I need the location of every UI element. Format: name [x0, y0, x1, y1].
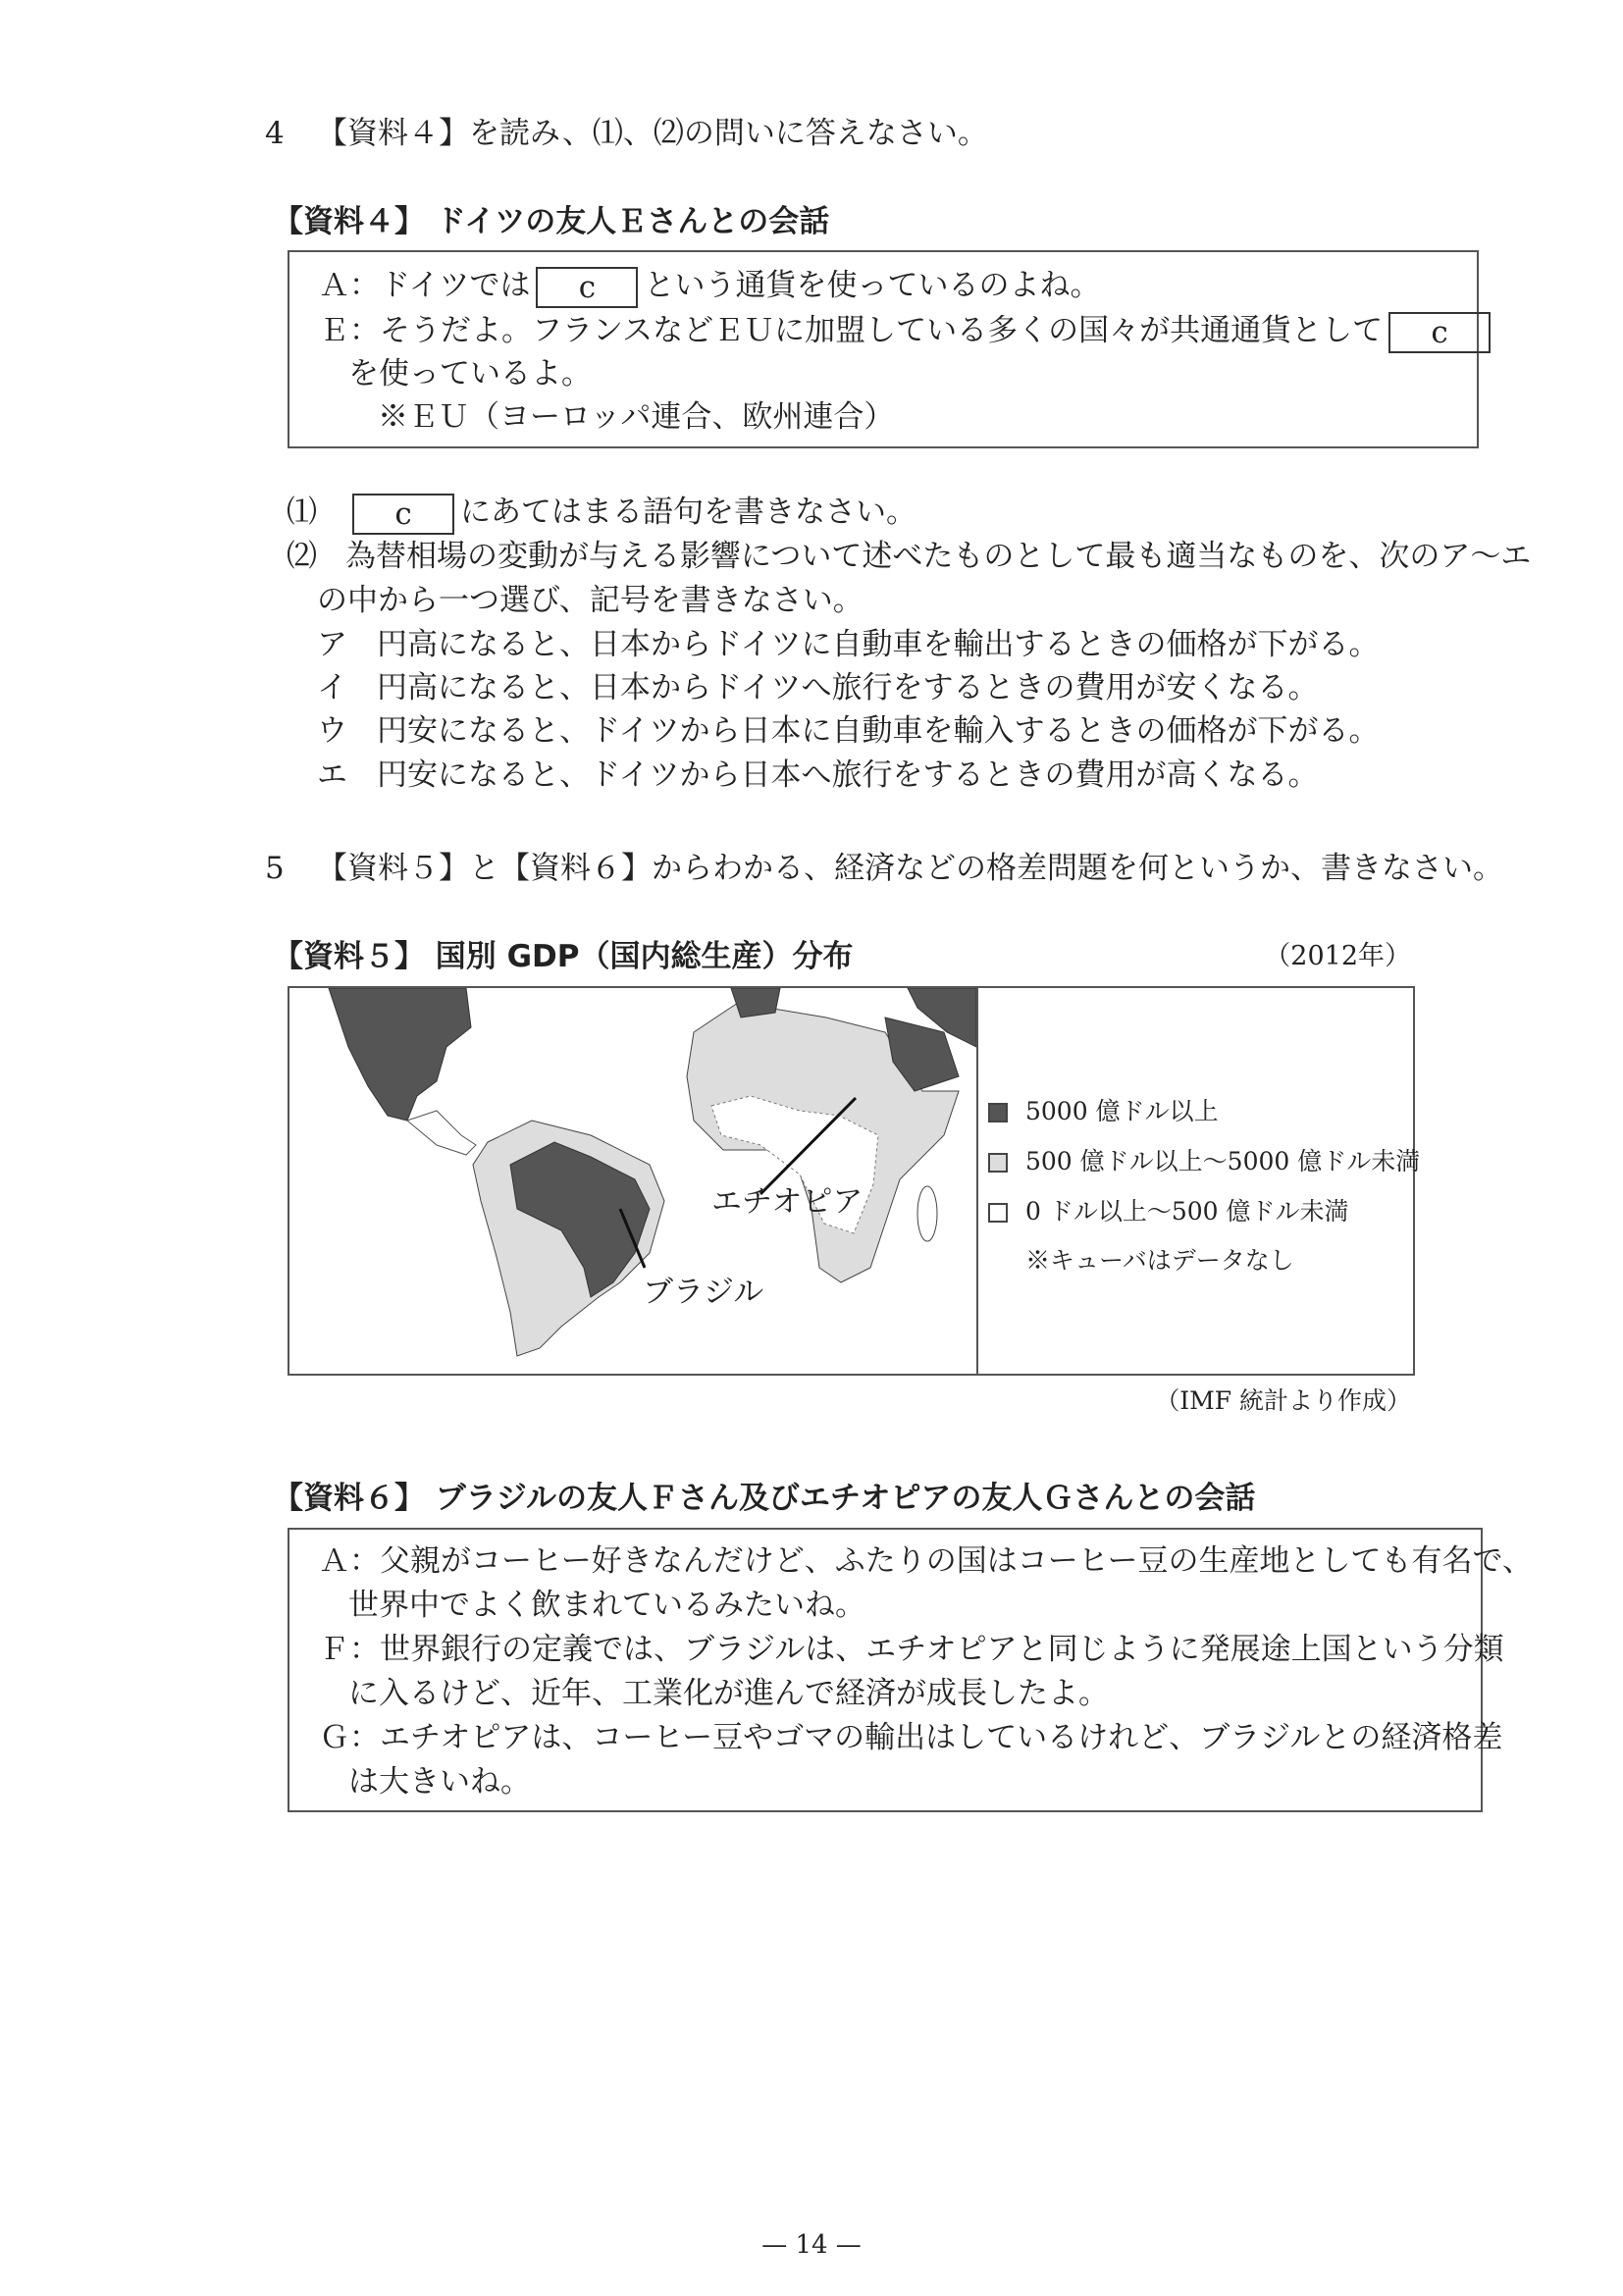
choice-u	[317, 711, 1379, 751]
choice-text: 円高になると、日本からドイツへ旅行をするときの費用が安くなる。	[377, 670, 1319, 705]
dialogue6-f-line1	[319, 1630, 1504, 1669]
dialogue6-a-line2: 世界中でよく飲まれているみたいね。	[348, 1588, 865, 1623]
ethiopia-label: エチオピア	[711, 1184, 864, 1220]
line-e-pre: そうだよ。フランスなどＥＵに加盟している多くの国々が共通通貨として	[380, 313, 1384, 348]
source-note: （IMF 統計より作成）	[1155, 1386, 1411, 1415]
blank-c: c	[1388, 312, 1491, 353]
line-a-pre: ドイツでは	[380, 268, 531, 303]
line-a-post: という通貨を使っているのよね。	[644, 268, 1101, 303]
material-5-title: 【資料５】 国別 GDP（国内総生産）分布	[273, 939, 854, 974]
blank-c: c	[536, 267, 638, 308]
choice-a	[317, 625, 1379, 664]
legend-label: 500 億ドル以上〜5000 億ドル未満	[1025, 1147, 1421, 1175]
choice-mark: ア	[317, 627, 347, 662]
dialogue6-f-line2: に入るけど、近年、工業化が進んで経済が成長したよ。	[348, 1676, 1109, 1711]
sub2-line1: 為替相場の変動が与える影響について述べたものとして最も適当なものを、次のア〜エ	[345, 539, 1532, 574]
legend-note: ※キューバはデータなし	[1025, 1246, 1294, 1275]
sub1-text: にあてはまる語句を書きなさい。	[460, 495, 916, 530]
speaker-g: Ｇ：	[319, 1720, 380, 1755]
dialogue6-g-line2: は大きいね。	[348, 1764, 531, 1800]
speaker-f: Ｆ：	[319, 1632, 380, 1667]
eu-note: ※ＥＵ（ヨーロッパ連合、欧州連合）	[378, 399, 895, 435]
madagascar	[917, 1186, 937, 1241]
dialogue-line-e2: を使っているよ。	[348, 356, 592, 391]
question-4-number: 4	[265, 116, 285, 151]
dialogue-line-a	[319, 266, 1100, 308]
sub1-number: ⑴	[287, 495, 317, 530]
legend-swatch-dark	[988, 1103, 1008, 1122]
sub2-number: ⑵	[287, 539, 317, 574]
choice-text: 円高になると、日本からドイツに自動車を輸出するときの価格が下がる。	[377, 627, 1380, 662]
line-text: 父親がコーヒー好きなんだけど、ふたりの国はコーヒー豆の生産地としても有名で、	[380, 1543, 1533, 1579]
sub-question-1	[287, 493, 916, 535]
legend-label: 5000 億ドル以上	[1025, 1097, 1219, 1125]
choice-i	[317, 668, 1318, 707]
dialogue6-a-line1	[319, 1541, 1533, 1581]
choice-mark: エ	[317, 757, 347, 793]
choice-mark: ウ	[317, 713, 347, 749]
gdp-map-figure	[288, 986, 1421, 1376]
choice-e	[317, 756, 1318, 795]
line-text: エチオピアは、コーヒー豆やゴマの輸出はしているけれど、ブラジルとの経済格差	[380, 1720, 1503, 1755]
speaker-e: Ｅ：	[319, 313, 380, 348]
speaker-a: Ａ：	[319, 1543, 380, 1579]
legend-swatch-light	[988, 1153, 1008, 1173]
choice-text: 円安になると、ドイツから日本に自動車を輸入するときの価格が下がる。	[377, 713, 1380, 749]
dialogue-line-e	[319, 311, 1496, 353]
brazil-label: ブラジル	[643, 1275, 764, 1310]
material-4-dialogue-box	[288, 250, 1479, 448]
choice-text: 円安になると、ドイツから日本へ旅行をするときの費用が高くなる。	[377, 757, 1319, 793]
line-text: 世界銀行の定義では、ブラジルは、エチオピアと同じように発展途上国という分類	[380, 1632, 1504, 1667]
page-number: — 14 —	[761, 2230, 862, 2260]
map-legend-divider	[976, 988, 978, 1374]
world-map	[289, 988, 976, 1374]
question-5-prompt: 【資料５】と【資料６】からわかる、経済などの格差問題を何というか、書きなさい。	[317, 851, 1503, 886]
legend-swatch-white	[988, 1203, 1008, 1223]
material-6-dialogue-box	[288, 1528, 1533, 1812]
year-label: （2012年）	[1264, 941, 1411, 971]
dialogue6-g-line1	[319, 1718, 1502, 1757]
blank-c: c	[352, 494, 454, 535]
question-5-number: 5	[265, 851, 285, 886]
central-america-region	[407, 1111, 476, 1155]
sub2-line2: の中から一つ選び、記号を書きなさい。	[317, 583, 864, 618]
legend-label: 0 ドル以上〜500 億ドル未満	[1025, 1197, 1349, 1226]
material-6-title: 【資料６】 ブラジルの友人Ｆさん及びエチオピアの友人Ｇさんとの会話	[273, 1481, 1256, 1516]
north-america-region	[329, 988, 471, 1121]
speaker-a: Ａ：	[319, 268, 380, 303]
material-4-title: 【資料４】 ドイツの友人Ｅさんとの会話	[273, 204, 830, 239]
choice-mark: イ	[317, 670, 347, 705]
question-4-prompt: 【資料４】を読み、⑴、⑵の問いに答えなさい。	[317, 116, 988, 151]
